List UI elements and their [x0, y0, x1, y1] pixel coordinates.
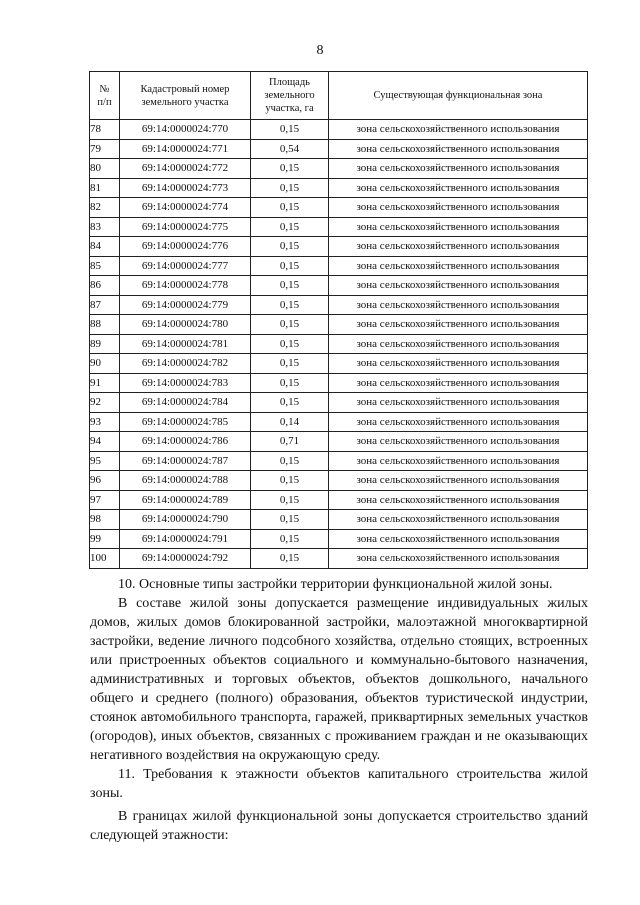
cell-zone: зона сельскохозяйственного использования [329, 354, 588, 374]
cell-cadastral-number: 69:14:0000024:778 [120, 276, 251, 296]
cell-zone: зона сельскохозяйственного использования [329, 178, 588, 198]
header-number: № п/п [90, 72, 120, 120]
table-row [90, 354, 588, 374]
cell-area: 0,71 [251, 432, 329, 452]
cell-area: 0,54 [251, 139, 329, 159]
cell-cadastral-number: 69:14:0000024:783 [120, 373, 251, 393]
cell-area: 0,15 [251, 178, 329, 198]
cell-cadastral-number: 69:14:0000024:773 [120, 178, 251, 198]
section-11-content [90, 807, 588, 845]
cell-cadastral-number: 69:14:0000024:772 [120, 159, 251, 179]
cell-cadastral-number: 69:14:0000024:785 [120, 412, 251, 432]
cell-area: 0,15 [251, 237, 329, 257]
table-row [90, 159, 588, 179]
cell-number: 92 [90, 393, 120, 413]
cell-number: 85 [90, 256, 120, 276]
cell-zone: зона сельскохозяйственного использования [329, 276, 588, 296]
table-row [90, 276, 588, 296]
cell-number: 100 [90, 549, 120, 569]
cell-area: 0,15 [251, 451, 329, 471]
table-row [90, 120, 588, 140]
cell-number: 84 [90, 237, 120, 257]
cell-area: 0,15 [251, 295, 329, 315]
cell-zone: зона сельскохозяйственного использования [329, 451, 588, 471]
cell-area: 0,15 [251, 334, 329, 354]
cell-number: 94 [90, 432, 120, 452]
table-row [90, 198, 588, 218]
cell-zone: зона сельскохозяйственного использования [329, 529, 588, 549]
cell-area: 0,14 [251, 412, 329, 432]
cell-number: 87 [90, 295, 120, 315]
cell-zone: зона сельскохозяйственного использования [329, 432, 588, 452]
cell-number: 78 [90, 120, 120, 140]
cell-area: 0,15 [251, 217, 329, 237]
table-row [90, 393, 588, 413]
table-row [90, 139, 588, 159]
cell-cadastral-number: 69:14:0000024:786 [120, 432, 251, 452]
table-row [90, 510, 588, 530]
section-10 [90, 575, 588, 765]
cell-number: 97 [90, 490, 120, 510]
cell-cadastral-number: 69:14:0000024:788 [120, 471, 251, 491]
cell-zone: зона сельскохозяйственного использования [329, 295, 588, 315]
cell-zone: зона сельскохозяйственного использования [329, 217, 588, 237]
header-functional-zone: Существующая функциональная зона [329, 72, 588, 120]
cell-cadastral-number: 69:14:0000024:790 [120, 510, 251, 530]
cell-cadastral-number: 69:14:0000024:792 [120, 549, 251, 569]
cell-number: 93 [90, 412, 120, 432]
table-row [90, 178, 588, 198]
table-row [90, 490, 588, 510]
cell-number: 88 [90, 315, 120, 335]
cell-cadastral-number: 69:14:0000024:775 [120, 217, 251, 237]
cell-number: 96 [90, 471, 120, 491]
cell-zone: зона сельскохозяйственного использования [329, 490, 588, 510]
table-row [90, 451, 588, 471]
section-11-body: В границах жилой функциональной зоны допускается строительство зданий следующей этажности: [90, 809, 588, 843]
section-11-title: 11. Требования к этажности объектов капитального строительства жилой зоны. [90, 767, 588, 801]
cell-zone: зона сельскохозяйственного использования [329, 373, 588, 393]
cell-cadastral-number: 69:14:0000024:791 [120, 529, 251, 549]
cell-zone: зона сельскохозяйственного использования [329, 256, 588, 276]
table-row [90, 237, 588, 257]
table-row [90, 549, 588, 569]
page-number: 8 [316, 43, 324, 58]
cell-area: 0,15 [251, 276, 329, 296]
cell-area: 0,15 [251, 471, 329, 491]
cell-zone: зона сельскохозяйственного использования [329, 393, 588, 413]
cell-zone: зона сельскохозяйственного использования [329, 237, 588, 257]
cell-number: 86 [90, 276, 120, 296]
cell-zone: зона сельскохозяйственного использования [329, 412, 588, 432]
table-row [90, 529, 588, 549]
cell-area: 0,15 [251, 256, 329, 276]
cell-number: 95 [90, 451, 120, 471]
cell-number: 81 [90, 178, 120, 198]
cell-area: 0,15 [251, 529, 329, 549]
cell-number: 82 [90, 198, 120, 218]
cell-cadastral-number: 69:14:0000024:780 [120, 315, 251, 335]
cell-area: 0,15 [251, 198, 329, 218]
cell-area: 0,15 [251, 373, 329, 393]
table-row [90, 373, 588, 393]
table-row [90, 315, 588, 335]
cell-cadastral-number: 69:14:0000024:779 [120, 295, 251, 315]
table-row [90, 334, 588, 354]
cell-cadastral-number: 69:14:0000024:787 [120, 451, 251, 471]
section-11 [90, 765, 588, 803]
cell-number: 91 [90, 373, 120, 393]
cell-cadastral-number: 69:14:0000024:789 [120, 490, 251, 510]
cell-area: 0,15 [251, 354, 329, 374]
cell-area: 0,15 [251, 549, 329, 569]
cell-zone: зона сельскохозяйственного использования [329, 471, 588, 491]
land-plots-table [89, 71, 588, 569]
cell-cadastral-number: 69:14:0000024:777 [120, 256, 251, 276]
cell-zone: зона сельскохозяйственного использования [329, 159, 588, 179]
cell-number: 80 [90, 159, 120, 179]
cell-area: 0,15 [251, 510, 329, 530]
cell-area: 0,15 [251, 393, 329, 413]
cell-zone: зона сельскохозяйственного использования [329, 120, 588, 140]
cell-area: 0,15 [251, 490, 329, 510]
table-row [90, 217, 588, 237]
table-row [90, 432, 588, 452]
cell-number: 83 [90, 217, 120, 237]
cell-zone: зона сельскохозяйственного использования [329, 549, 588, 569]
header-cadastral-number: Кадастровый номер земельного участка [120, 72, 251, 120]
table-row [90, 471, 588, 491]
header-area: Площадь земельного участка, га [251, 72, 329, 120]
table-header-row [90, 72, 588, 120]
cell-number: 90 [90, 354, 120, 374]
cell-cadastral-number: 69:14:0000024:776 [120, 237, 251, 257]
cell-cadastral-number: 69:14:0000024:774 [120, 198, 251, 218]
section-10-title: 10. Основные типы застройки территории функциональной жилой зоны. [118, 577, 553, 592]
section-10-body: В составе жилой зоны допускается размещение индивидуальных жилых домов, жилых домов блокированной застройки, малоэтажной многоквартирной застройки, ведение личного подсобного хозяйства, отдельно стоящих, встроенных или пристроенных объектов социального и коммунально-бытового назначения, административных и торговых объектов, объектов дошкольного, начального общего и среднего (полного) образования, объектов туристической индустрии, стоянок автомобильного транспорта, гаражей, приквартирных земельных участков (огородов), иных объектов, связанных с проживанием граждан и не оказывающих негативного воздействия на окружающую среду. [90, 596, 588, 763]
cell-area: 0,15 [251, 120, 329, 140]
cell-zone: зона сельскохозяйственного использования [329, 139, 588, 159]
cell-cadastral-number: 69:14:0000024:770 [120, 120, 251, 140]
cell-number: 89 [90, 334, 120, 354]
cell-zone: зона сельскохозяйственного использования [329, 510, 588, 530]
table-row [90, 412, 588, 432]
table-row [90, 295, 588, 315]
cell-number: 79 [90, 139, 120, 159]
cell-number: 99 [90, 529, 120, 549]
cell-area: 0,15 [251, 159, 329, 179]
cell-cadastral-number: 69:14:0000024:782 [120, 354, 251, 374]
cell-zone: зона сельскохозяйственного использования [329, 334, 588, 354]
cell-area: 0,15 [251, 315, 329, 335]
cell-zone: зона сельскохозяйственного использования [329, 198, 588, 218]
cell-zone: зона сельскохозяйственного использования [329, 315, 588, 335]
cell-cadastral-number: 69:14:0000024:771 [120, 139, 251, 159]
cell-cadastral-number: 69:14:0000024:784 [120, 393, 251, 413]
cell-cadastral-number: 69:14:0000024:781 [120, 334, 251, 354]
table-row [90, 256, 588, 276]
table-body [90, 120, 588, 569]
cell-number: 98 [90, 510, 120, 530]
